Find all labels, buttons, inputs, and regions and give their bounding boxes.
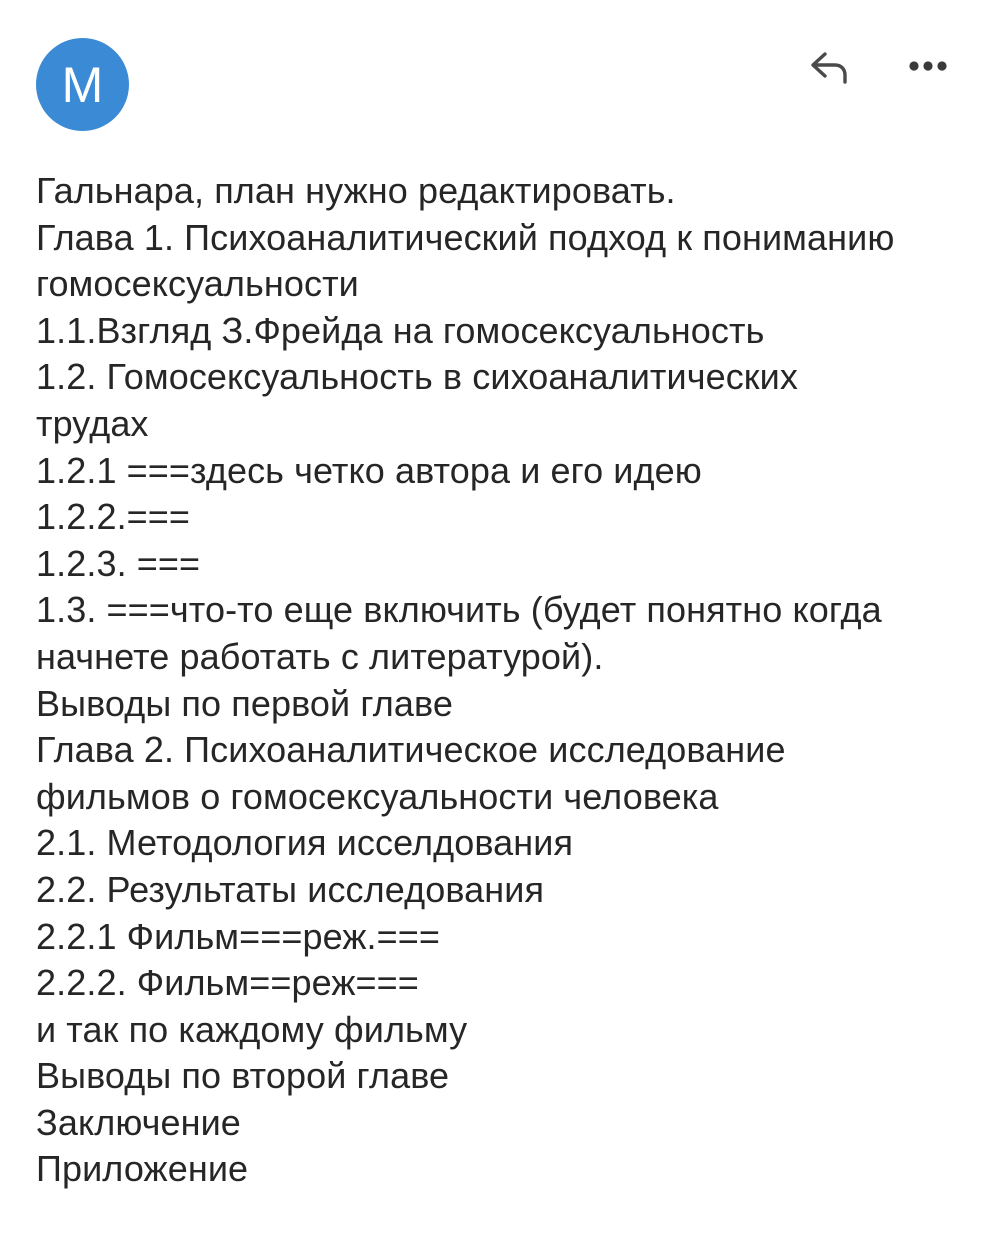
more-horizontal-icon — [906, 59, 954, 73]
avatar-letter: M — [61, 56, 104, 113]
sender-avatar[interactable] — [36, 38, 129, 131]
message-line: 2.1. Методология исселдования — [36, 822, 574, 864]
message-line: фильмов о гомосексуальности человека — [36, 775, 719, 817]
message-line: 2.2.2. Фильм==реж=== — [36, 962, 419, 1004]
message-line: Глава 1. Психоаналитический подход к пониманию — [36, 216, 895, 258]
more-options-button[interactable] — [902, 46, 958, 86]
message-line: 1.2. Гомосексуальность в сихоаналитических — [36, 356, 798, 398]
message-line: Выводы по первой главе — [36, 682, 453, 724]
message-line: и так по каждому фильму — [36, 1008, 468, 1050]
message-line: 1.3. ===что-то еще включить (будет понятно когда — [36, 589, 882, 631]
message-line: 2.2. Результаты исследования — [36, 868, 545, 910]
message-line: Глава 2. Психоаналитическое исследование — [36, 729, 786, 771]
message-line: трудах — [36, 402, 149, 444]
message-line: 2.2.1 Фильм===реж.=== — [36, 915, 441, 957]
message-line: Выводы по второй главе — [36, 1055, 450, 1097]
message-header — [0, 0, 996, 140]
message-body — [36, 168, 976, 1193]
reply-icon — [805, 46, 851, 86]
message-line: 1.2.3. === — [36, 542, 201, 584]
message-line: Приложение — [36, 1148, 249, 1190]
message-line: Гальнара, план нужно редактировать. — [36, 170, 676, 211]
message-line: Заключение — [36, 1101, 241, 1143]
message-line: 1.2.2.=== — [36, 496, 191, 538]
message-line: 1.2.1 ===здесь четко автора и его идею — [36, 449, 702, 491]
message-line: начнете работать с литературой). — [36, 635, 604, 677]
message-line: 1.1.Взгляд З.Фрейда на гомосексуальность — [36, 309, 765, 351]
reply-button[interactable] — [800, 42, 856, 90]
message-line: гомосексуальности — [36, 263, 359, 305]
